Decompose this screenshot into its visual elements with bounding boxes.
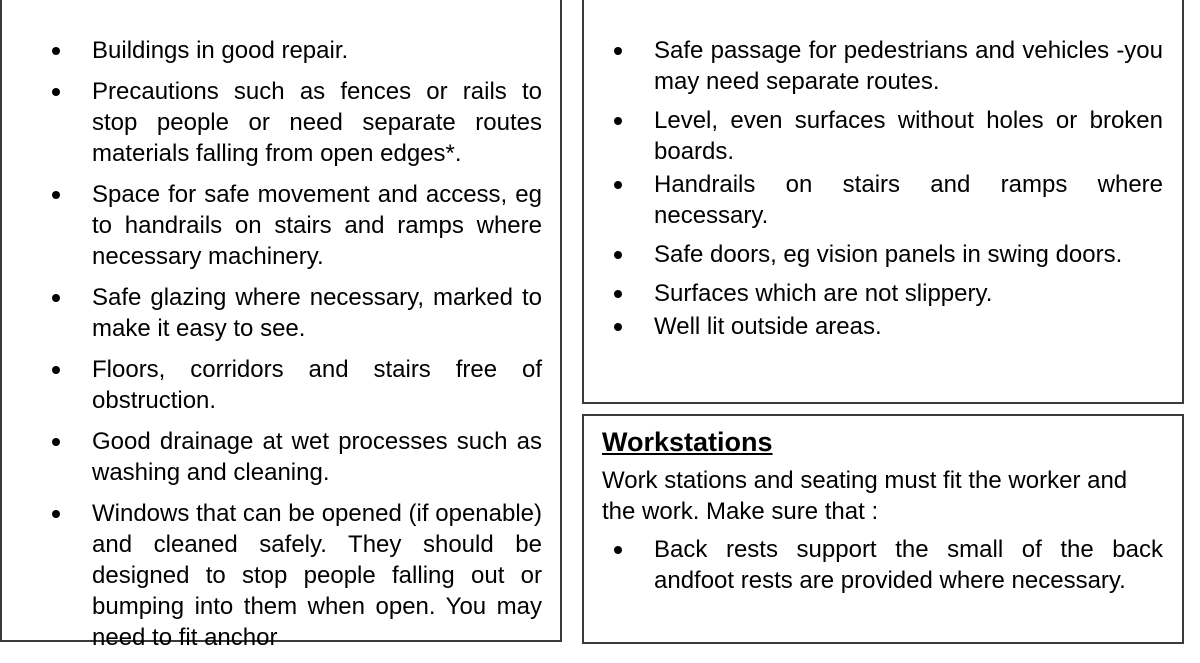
list-item-text: Precautions such as fences or rails to stop people or need separate routes materials falling from open edges*.: [92, 78, 542, 167]
bullet-icon: [614, 290, 622, 298]
bullet-icon: [52, 438, 60, 446]
list-item: [92, 354, 542, 416]
list-item: [654, 239, 1163, 270]
list-item: [92, 498, 542, 653]
list-item: [654, 105, 1163, 167]
list-item-text: Buildings in good repair.: [92, 37, 349, 64]
list-item-text: Back rests support the small of the back andfoot rests are provided where necessary.: [654, 536, 1163, 594]
list-item: [654, 35, 1163, 97]
left-bullet-list: [92, 35, 542, 663]
list-item: [92, 282, 542, 344]
section-intro: Work stations and seating must fit the worker and the work. Make sure that :: [602, 467, 1128, 525]
bullet-icon: [52, 47, 60, 55]
bullet-icon: [52, 510, 60, 518]
list-item-text: Well lit outside areas.: [654, 313, 882, 340]
bullet-icon: [614, 251, 622, 259]
list-item-text: Level, even surfaces without holes or broken boards.: [654, 107, 1163, 165]
list-item: [92, 426, 542, 488]
bullet-icon: [614, 181, 622, 189]
list-item: [654, 278, 1163, 309]
workstations-bullet-list: [654, 534, 1163, 596]
list-item-text: Space for safe movement and access, eg to handrails on stairs and ramps where necessary machinery.: [92, 181, 542, 270]
list-item: [92, 76, 542, 169]
list-item-text: Good drainage at wet processes such as washing and cleaning.: [92, 428, 542, 486]
bullet-icon: [52, 366, 60, 374]
list-item-text: Safe doors, eg vision panels in swing doors.: [654, 241, 1123, 268]
list-item-text: Floors, corridors and stairs free of obstruction.: [92, 356, 542, 414]
bullet-icon: [614, 323, 622, 331]
bullet-icon: [614, 117, 622, 125]
list-item-text: Windows that can be opened (if openable) and cleaned safely. They should be designed to stop people falling out or bumping into them when open. You may need to fit anchor: [92, 500, 542, 651]
list-item: [654, 169, 1163, 231]
bullet-icon: [52, 88, 60, 96]
list-item: [92, 35, 542, 66]
bullet-icon: [52, 294, 60, 302]
list-item: [654, 311, 1163, 342]
list-item: [92, 179, 542, 272]
list-item-text: Safe passage for pedestrians and vehicles -you may need separate routes.: [654, 37, 1163, 95]
list-item-text: Handrails on stairs and ramps where necessary.: [654, 171, 1163, 229]
list-item: [654, 534, 1163, 596]
list-item-text: Safe glazing where necessary, marked to make it easy to see.: [92, 284, 542, 342]
right-top-bullet-list: [654, 35, 1163, 350]
bullet-icon: [52, 191, 60, 199]
bullet-icon: [614, 546, 622, 554]
bullet-icon: [614, 47, 622, 55]
list-item-text: Surfaces which are not slippery.: [654, 280, 993, 307]
section-heading: Workstations: [602, 427, 773, 457]
